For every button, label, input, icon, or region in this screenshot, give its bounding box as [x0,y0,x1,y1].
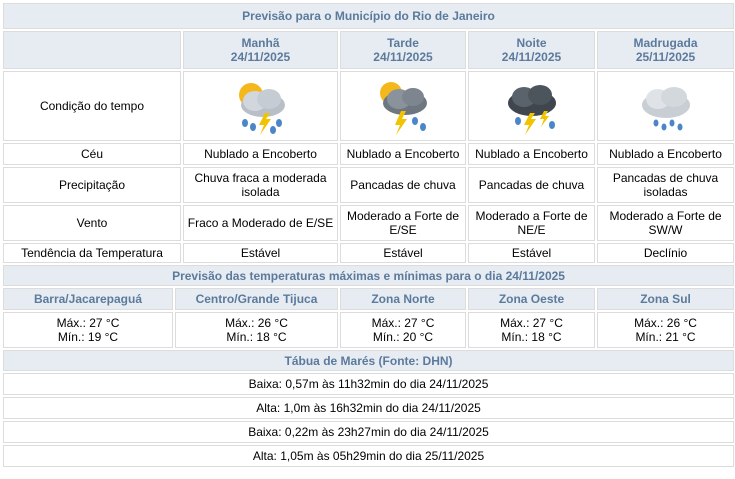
tendencia-madrugada: Declínio [597,243,734,263]
zone-name-sul: Zona Sul [597,288,734,310]
header-empty [3,31,181,69]
zone-temps-norte: Máx.: 27 °C Mín.: 20 °C [340,312,466,348]
storm-dark-cloud-icon [500,75,564,137]
precip-noite: Pancadas de chuva [468,167,595,203]
drizzle-cloud-icon [634,75,698,137]
period-header-tarde: Tarde 24/11/2025 [340,31,466,69]
zone-name-oeste: Zona Oeste [468,288,595,310]
period-header-noite: Noite 24/11/2025 [468,31,595,69]
tides-title: Tábua de Marés (Fonte: DHN) [3,350,734,371]
condition-tarde [340,71,466,141]
precip-tarde: Pancadas de chuva [340,167,466,203]
condition-manha [183,71,338,141]
tide-row: Baixa: 0,22m às 23h27min do dia 24/11/2025 [3,421,734,443]
condition-madrugada [597,71,734,141]
ceu-manha: Nublado a Encoberto [183,143,338,165]
rain-storm-sun-icon [229,75,293,137]
row-label-precipitacao: Precipitação [3,167,181,203]
row-label-condicao: Condição do tempo [3,71,181,141]
zone-name-norte: Zona Norte [340,288,466,310]
row-label-vento: Vento [3,205,181,241]
tendencia-manha: Estável [183,243,338,263]
forecast-table [1,1,735,469]
period-header-manha: Manhã 24/11/2025 [183,31,338,69]
zone-temps-barra: Máx.: 27 °C Mín.: 19 °C [3,312,173,348]
period-header-madrugada: Madrugada 25/11/2025 [597,31,734,69]
zone-name-centro: Centro/Grande Tijuca [175,288,338,310]
vento-manha: Fraco a Moderado de E/SE [183,205,338,241]
tide-row: Baixa: 0,57m às 11h32min do dia 24/11/2025 [3,373,734,395]
precip-madrugada: Pancadas de chuva isoladas [597,167,734,203]
row-label-ceu: Céu [3,143,181,165]
zone-temps-sul: Máx.: 26 °C Mín.: 21 °C [597,312,734,348]
vento-madrugada: Moderado a Forte de SW/W [597,205,734,241]
zone-name-barra: Barra/Jacarepaguá [3,288,173,310]
ceu-noite: Nublado a Encoberto [468,143,595,165]
row-label-tendencia: Tendência da Temperatura [3,243,181,263]
tide-row: Alta: 1,05m às 05h29min do dia 25/11/2025 [3,445,734,467]
precip-manha: Chuva fraca a moderada isolada [183,167,338,203]
zone-temps-centro: Máx.: 26 °C Mín.: 18 °C [175,312,338,348]
tendencia-tarde: Estável [340,243,466,263]
condition-noite [468,71,595,141]
tendencia-noite: Estável [468,243,595,263]
temps-title: Previsão das temperaturas máximas e mínimas para o dia 24/11/2025 [3,265,734,286]
page-title: Previsão para o Município do Rio de Janeiro [3,3,734,29]
vento-tarde: Moderado a Forte de E/SE [340,205,466,241]
zone-temps-oeste: Máx.: 27 °C Mín.: 18 °C [468,312,595,348]
storm-sun-icon [371,75,435,137]
ceu-madrugada: Nublado a Encoberto [597,143,734,165]
ceu-tarde: Nublado a Encoberto [340,143,466,165]
tide-row: Alta: 1,0m às 16h32min do dia 24/11/2025 [3,397,734,419]
vento-noite: Moderado a Forte de NE/E [468,205,595,241]
